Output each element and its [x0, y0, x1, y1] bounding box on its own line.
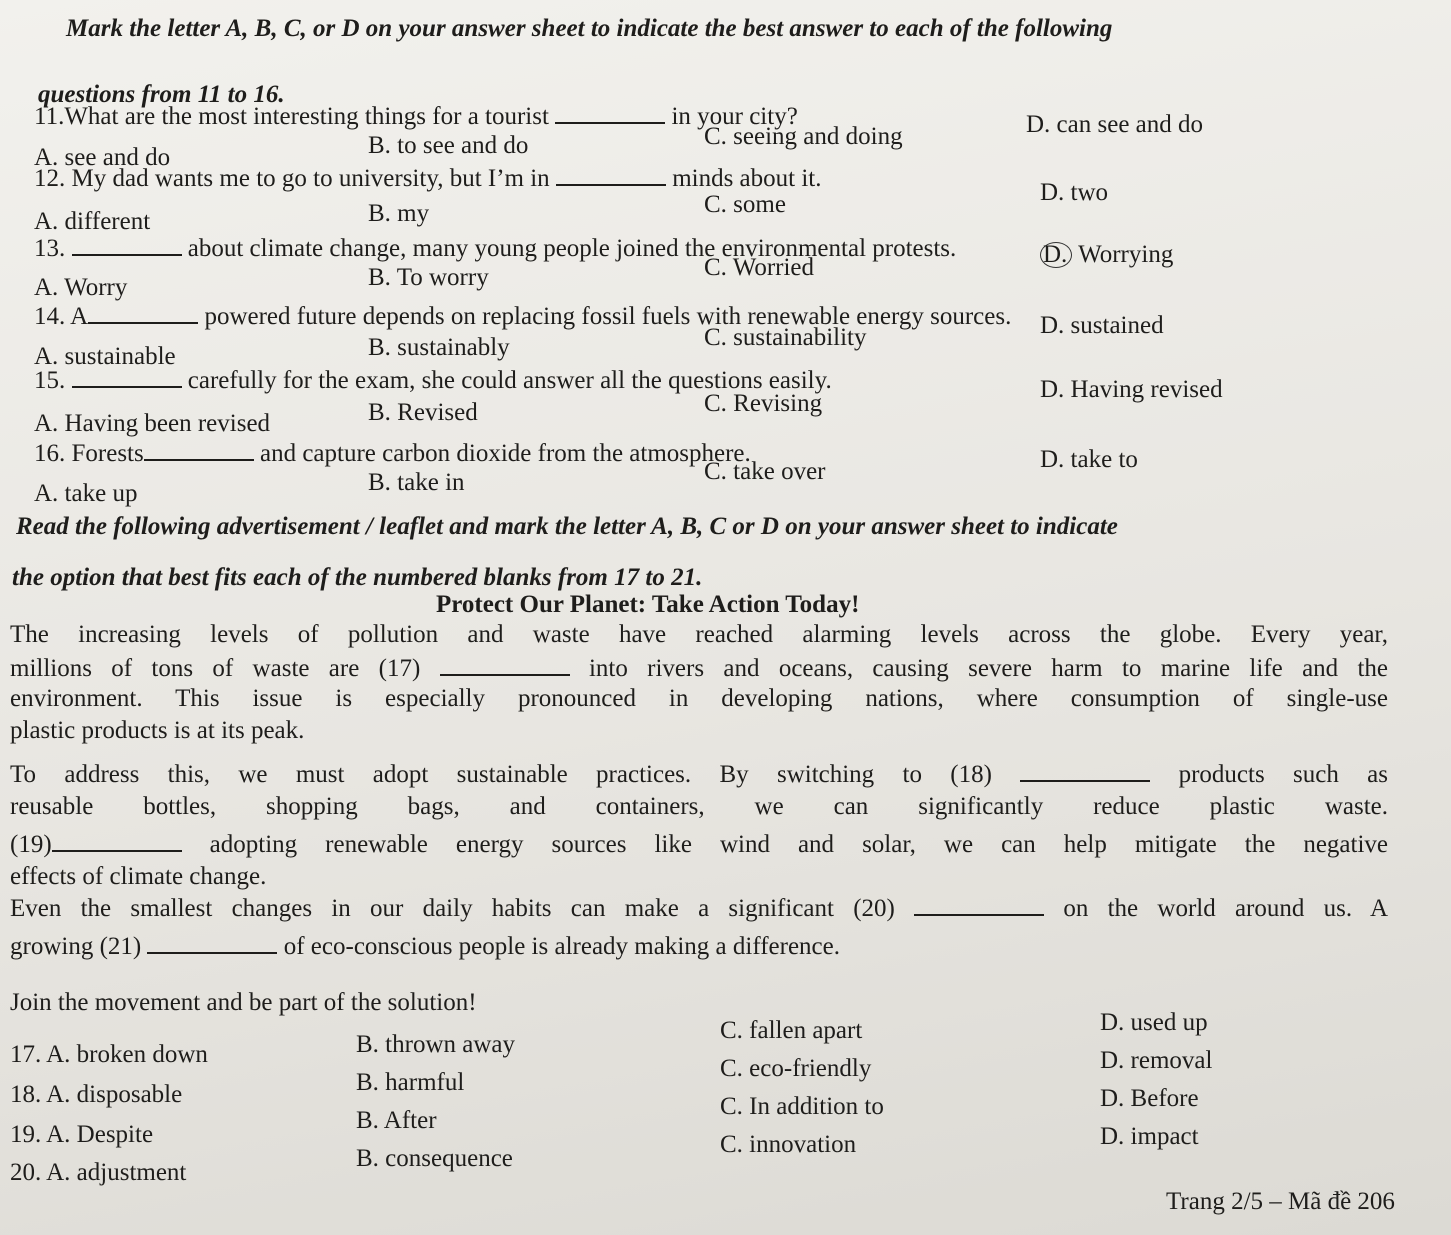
- question-16-number: 16. Forests: [34, 440, 144, 467]
- instruction-2-line-2: the option that best fits each of the numbered blanks from 17 to 21.: [12, 564, 703, 591]
- question-12-text-end: minds about it.: [672, 165, 822, 192]
- passage-text: (19): [10, 831, 52, 858]
- option-16-d: D. take to: [1040, 446, 1138, 473]
- question-15-number: 15.: [34, 367, 66, 394]
- passage-text: adopting renewable energy sources like wind and solar, we can help mitigate the negative: [209, 831, 1388, 858]
- instruction-line-2: questions from 11 to 16.: [38, 81, 285, 108]
- option-19-c: C. In addition to: [720, 1093, 884, 1120]
- option-12-c: C. some: [704, 191, 786, 218]
- answer-blank-18: [1020, 758, 1150, 782]
- question-13-text: about climate change, many young people joined the environmental protests.: [187, 235, 957, 262]
- option-13-c: C. Worried: [704, 254, 815, 281]
- answer-blank-19: [52, 828, 182, 852]
- option-17-d: D. used up: [1100, 1009, 1208, 1036]
- option-13-a: A. Worry: [34, 274, 128, 301]
- option-17-a: 17. A. broken down: [10, 1041, 208, 1068]
- option-19-a: 19. A. Despite: [10, 1121, 154, 1148]
- option-15-c: C. Revising: [704, 390, 823, 417]
- option-15-b: B. Revised: [368, 399, 478, 426]
- passage-text: into rivers and oceans, causing severe harm to marine life and the: [588, 655, 1389, 682]
- option-12-d: D. two: [1040, 179, 1109, 206]
- passage-line: environment. This issue is especially pronounced in developing nations, where consumption of single-use: [10, 685, 1388, 712]
- option-19-d: D. Before: [1100, 1085, 1199, 1112]
- passage-line: [10, 652, 1388, 684]
- option-14-b: B. sustainably: [368, 334, 510, 361]
- option-14-c: C. sustainability: [704, 324, 867, 351]
- question-16: [34, 437, 751, 469]
- passage-line: Join the movement and be part of the solution!: [10, 989, 477, 1016]
- passage-title: Protect Our Planet: Take Action Today!: [436, 591, 860, 618]
- question-11-text-end: in your city?: [671, 103, 798, 130]
- passage-line: [10, 758, 1388, 790]
- question-14-text: powered future depends on replacing fossil fuels with renewable energy sources.: [204, 303, 1012, 330]
- option-20-d: D. impact: [1100, 1123, 1199, 1150]
- passage-line: [10, 892, 1388, 924]
- passage-line: [10, 930, 1388, 962]
- passage-line: The increasing levels of pollution and waste have reached alarming levels across the globe. Every year,: [10, 621, 1388, 648]
- option-20-c: C. innovation: [720, 1131, 857, 1158]
- question-11-text: 11.What are the most interesting things for a tourist: [34, 103, 549, 130]
- option-20-a: 20. A. adjustment: [10, 1159, 187, 1186]
- passage-text: growing (21): [10, 933, 142, 960]
- option-12-b: B. my: [368, 200, 430, 227]
- passage-line: [10, 828, 1388, 860]
- option-14-d: D. sustained: [1040, 312, 1164, 339]
- question-12-text: 12. My dad wants me to go to university, but I’m in: [34, 165, 550, 192]
- option-14-a: A. sustainable: [34, 343, 176, 370]
- answer-blank: [72, 364, 182, 388]
- option-18-d: D. removal: [1100, 1047, 1213, 1074]
- option-19-b: B. After: [356, 1107, 437, 1134]
- passage-text: on the world around us. A: [1063, 895, 1389, 922]
- passage-line: reusable bottles, shopping bags, and containers, we can significantly reduce plastic waste.: [10, 793, 1388, 820]
- option-12-a: A. different: [34, 208, 151, 235]
- answer-blank-17: [440, 652, 570, 676]
- answer-blank: [555, 100, 665, 124]
- answer-blank-20: [914, 892, 1044, 916]
- answer-blank-21: [147, 930, 277, 954]
- option-20-b: B. consequence: [356, 1145, 513, 1172]
- passage-text: products such as: [1178, 761, 1388, 788]
- question-15-text: carefully for the exam, she could answer all the questions easily.: [187, 367, 832, 394]
- passage-text: Even the smallest changes in our daily habits can make a significant (20): [10, 895, 895, 922]
- option-11-a: A. see and do: [34, 144, 171, 171]
- option-18-b: B. harmful: [356, 1069, 465, 1096]
- option-17-c: C. fallen apart: [720, 1017, 863, 1044]
- question-16-text: and capture carbon dioxide from the atmosphere.: [259, 440, 751, 467]
- passage-line: plastic products is at its peak.: [10, 717, 305, 744]
- option-13-d-text: Worrying: [1078, 241, 1174, 268]
- option-11-c: C. seeing and doing: [704, 123, 903, 150]
- page-footer: Trang 2/5 – Mã đề 206: [1166, 1188, 1395, 1215]
- passage-text: millions of tons of waste are (17): [10, 655, 421, 682]
- option-13-b: B. To worry: [368, 264, 489, 291]
- option-15-a: A. Having been revised: [34, 410, 271, 437]
- question-14-number: 14. A: [34, 303, 89, 330]
- passage-text: of eco-conscious people is already making a difference.: [283, 933, 840, 960]
- option-13-d: [1040, 240, 1173, 270]
- answer-blank: [72, 232, 182, 256]
- answer-blank: [556, 162, 666, 186]
- option-15-d: D. Having revised: [1040, 376, 1223, 403]
- passage-line: effects of climate change.: [10, 863, 267, 890]
- option-18-c: C. eco-friendly: [720, 1055, 872, 1082]
- option-17-b: B. thrown away: [356, 1031, 515, 1058]
- question-13-number: 13.: [34, 235, 66, 262]
- passage-text: To address this, we must adopt sustainable practices. By switching to (18): [10, 761, 992, 788]
- option-18-a: 18. A. disposable: [10, 1081, 183, 1108]
- question-13: [34, 232, 956, 264]
- option-11-b: B. to see and do: [368, 132, 529, 159]
- instruction-2-line-1: Read the following advertisement / leaflet and mark the letter A, B, C or D on your answer sheet to indicate: [16, 513, 1118, 540]
- answer-blank: [88, 300, 198, 324]
- option-11-d: D. can see and do: [1026, 111, 1204, 138]
- option-16-c: C. take over: [704, 458, 826, 485]
- instruction-line-1: Mark the letter A, B, C, or D on your answer sheet to indicate the best answer to each of the following: [66, 15, 1113, 42]
- answer-blank: [144, 437, 254, 461]
- option-16-a: A. take up: [34, 480, 138, 507]
- question-11: [34, 100, 798, 132]
- answer-circle-mark: D.: [1040, 242, 1072, 268]
- option-16-b: B. take in: [368, 469, 465, 496]
